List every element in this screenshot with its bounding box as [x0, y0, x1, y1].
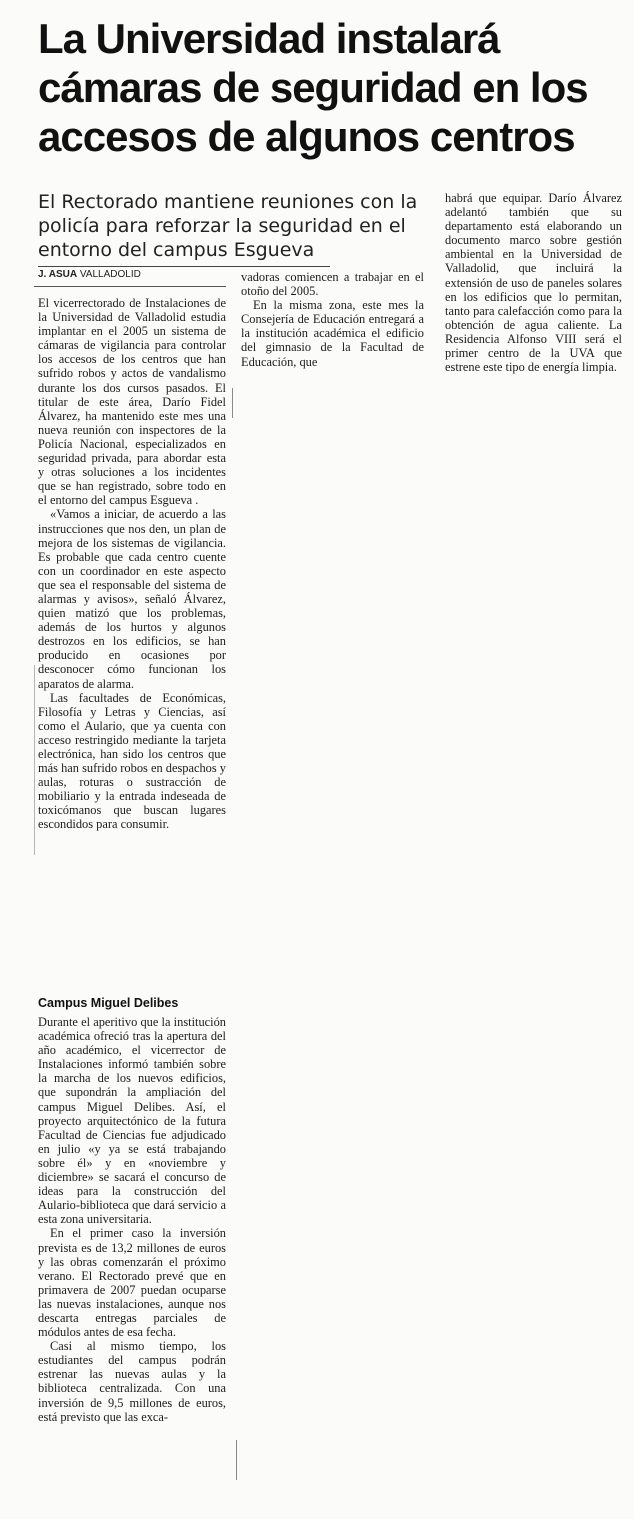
- byline: [38, 269, 141, 280]
- byline-rule: [34, 286, 226, 287]
- paragraph: El vicerrectorado de Instalaciones de la Universidad de Valladolid estudia implantar en el 2005 un sistema de cámaras de vigilancia para controlar los accesos de los centros que han sufrido robos y actos de vandalismo durante los dos cursos pasados. El titular de este área, Darío Fidel Álvarez, ha mantenido este mes una nueva reunión con inspectores de la Policía Nacional, especializados en seguridad privada, para abordar esta y otras soluciones a los incidentes que se han registrado, sobre todo en el entorno del campus Esgueva .: [38, 296, 226, 508]
- paragraph: Casi al mismo tiempo, los estudiantes del campus podrán estrenar las nuevas aulas y la biblioteca centralizada. Con una inversión de 9,5 millones de euros, está previsto que las exca-: [38, 1339, 226, 1424]
- headline: La Universidad instalará cámaras de seguridad en los accesos de algunos centros: [38, 15, 588, 160]
- byline-author: J. ASUA: [38, 269, 78, 280]
- byline-place: VALLADOLID: [79, 269, 141, 280]
- article-column-1-top: [38, 296, 226, 832]
- article-column-3: [445, 191, 622, 374]
- scan-mark: [34, 665, 35, 855]
- section-heading: Campus Miguel Delibes: [38, 996, 179, 1010]
- column-divider: [236, 1440, 237, 1480]
- subheadline: El Rectorado mantiene reuniones con la policía para reforzar la seguridad en el entorno del campus Esgueva: [38, 191, 418, 261]
- paragraph: habrá que equipar. Darío Álvarez adelantó también que su departamento está elaborando un documento marco sobre gestión ambiental en la Universidad de Valladolid, que incluirá la extensión de uso de paneles solares en los edificios que lo permitan, tanto para calefacción como para la obtención de agua caliente. La Residencia Alfonso VIII será el primer centro de la UVA que estrene este tipo de energía limpia.: [445, 191, 622, 375]
- column-divider: [232, 388, 233, 418]
- paragraph: En la misma zona, este mes la Consejería de Educación entregará a la institución académica el edificio del gimnasio de la Facultad de Educación, que: [241, 298, 424, 369]
- article-column-1-bottom: [38, 1015, 226, 1424]
- subhead-underline: [38, 266, 330, 267]
- paragraph: «Vamos a iniciar, de acuerdo a las instrucciones que nos den, un plan de mejora de los sistemas de vigilancia. Es probable que cada centro cuente con un coordinador en este aspecto que sea el responsable del sistema de alarmas y avisos», señaló Álvarez, quien matizó que los problemas, además de los hurtos y algunos destrozos en los edificios, se han producido en ocasiones por desconocer cómo funcionan los aparatos de alarma.: [38, 507, 226, 691]
- paragraph: Durante el aperitivo que la institución académica ofreció tras la apertura del año académico, el vicerrector de Instalaciones informó también sobre la marcha de los nuevos edificios, que supondrán la ampliación del campus Miguel Delibes. Así, el proyecto arquitectónico de la futura Facultad de Ciencias fue adjudicado en julio «y ya se está trabajando sobre él» y en «noviembre y diciembre» se sacará el concurso de ideas para la construcción del Aulario-biblioteca que dará servicio a esta zona universitaria.: [38, 1015, 226, 1227]
- paragraph: En el primer caso la inversión prevista es de 13,2 millones de euros y las obras comenzarán el próximo verano. El Rectorado prevé que en primavera de 2007 puedan ocuparse las nuevas instalaciones, aunque nos descarta entregas parciales de módulos antes de esa fecha.: [38, 1226, 226, 1340]
- paragraph: vadoras comiencen a trabajar en el otoño del 2005.: [241, 270, 424, 299]
- article-column-2: [241, 270, 424, 369]
- paragraph: Las facultades de Económicas, Filosofía y Letras y Ciencias, así como el Aulario, que ya cuenta con acceso restringido mediante la tarjeta electrónica, han sido los centros que más han sufrido robos en despachos y aulas, roturas o sustracción de mobiliario y la entrada indeseada de toxicómanos que buscan lugares escondidos para consumir.: [38, 690, 226, 832]
